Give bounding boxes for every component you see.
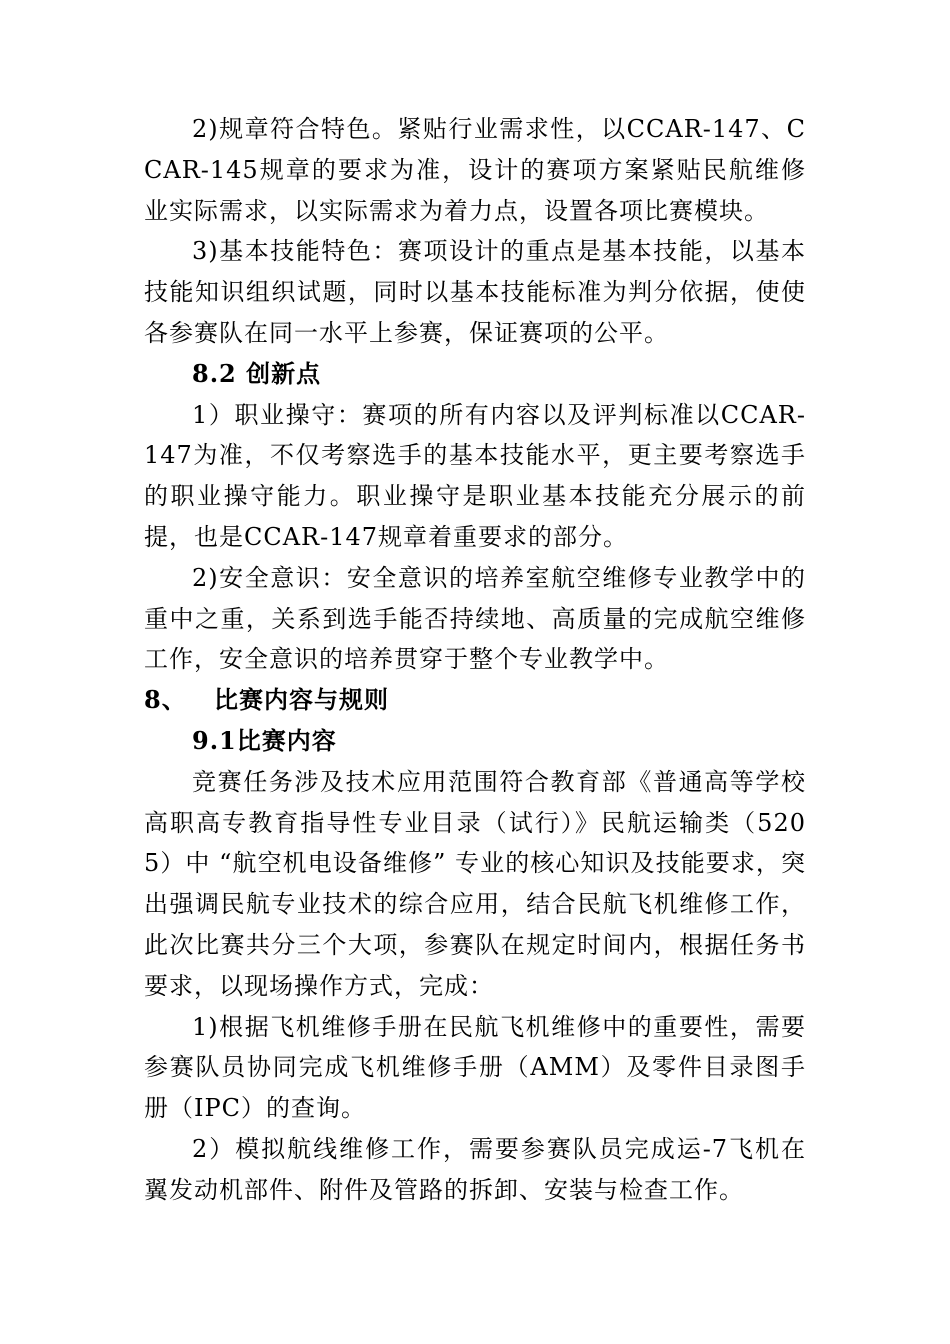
section-heading-9-1: 9.1比赛内容 [192, 725, 337, 755]
section-number: 8、 [144, 685, 187, 715]
document-body [144, 109, 806, 1211]
paragraph-line-maintenance: 2）模拟航线维修工作，需要参赛队员完成运-7飞机在翼发动机部件、附件及管路的拆卸、安装与检查工作。 [144, 1134, 806, 1204]
section-heading-8-2: 8.2 创新点 [192, 358, 322, 388]
section-title: 比赛内容与规则 [214, 685, 389, 715]
paragraph-basic-skill-feature: 3)基本技能特色：赛项设计的重点是基本技能，以基本技能知识组织试题，同时以基本技能标准为判分依据，使使各参赛队在同一水平上参赛，保证赛项的公平。 [144, 237, 806, 347]
section-heading-8 [144, 680, 806, 721]
paragraph-competition-scope: 竞赛任务涉及技术应用范围符合教育部《普通高等学校高职高专教育指导性专业目录（试行）》民航运输类（5205）中 “航空机电设备维修” 专业的核心知识及技能要求，突出强调民航专业技术的综合应用，结合民航飞机维修工作，此次比赛共分三个大项，参赛队在规定时间内，根据任务书要求，以现场操作方式，完成： [144, 767, 806, 1000]
paragraph-regulation-feature: 2)规章符合特色。紧贴行业需求性，以CCAR-147、CCAR-145规章的要求为准，设计的赛项方案紧贴民航维修业实际需求，以实际需求为着力点，设置各项比赛模块。 [144, 115, 806, 225]
paragraph-safety-awareness: 2)安全意识：安全意识的培养室航空维修专业教学中的重中之重，关系到选手能否持续地、高质量的完成航空维修工作，安全意识的培养贯穿于整个专业教学中。 [144, 563, 806, 674]
paragraph-professional-ethics: 1）职业操守：赛项的所有内容以及评判标准以CCAR-147为准，不仅考察选手的基本技能水平，更主要考察选手的职业操守能力。职业操守是职业基本技能充分展示的前提，也是CCAR-147规章着重要求的部分。 [144, 400, 806, 551]
paragraph-manual-query: 1)根据飞机维修手册在民航飞机维修中的重要性，需要参赛队员协同完成飞机维修手册（AMM）及零件目录图手册（IPC）的查询。 [144, 1012, 806, 1123]
